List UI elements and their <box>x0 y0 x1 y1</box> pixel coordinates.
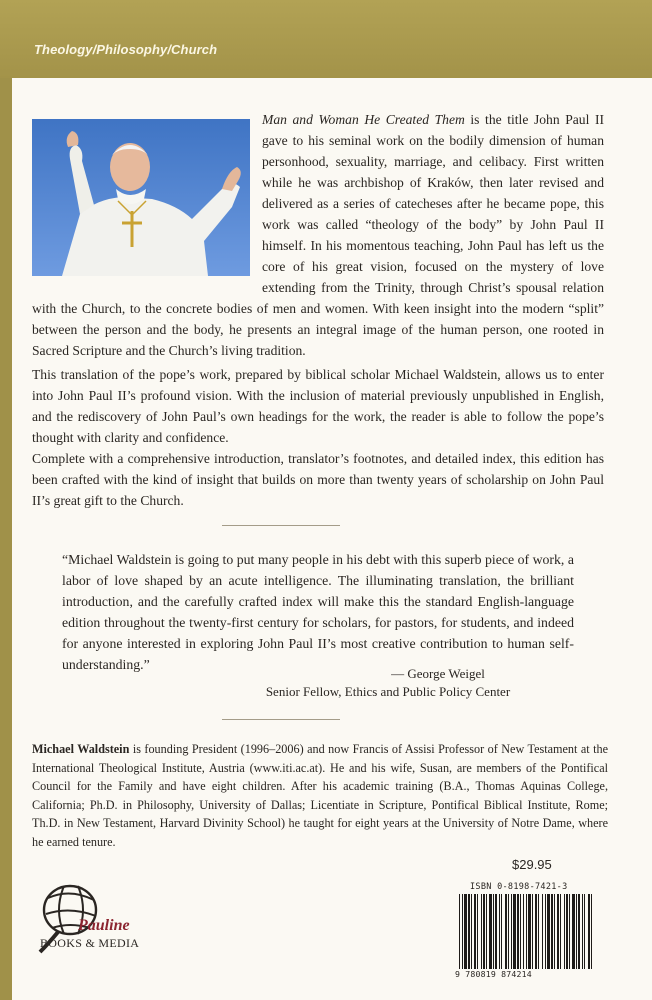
price-label: $29.95 <box>512 857 552 872</box>
barcode-bar <box>528 894 531 969</box>
endorsement-quote: “Michael Waldstein is going to put many people in his debt with this superb piece of work, a labor of love shaped by an acute intelligence. The illuminating translation, the brilliant introduction, and the carefully crafted index will make this the standard English-language edition throughout the twenty-first century for scholars, for pastors, for students, and indeed for anyone interested in exploring John Paul II’s most creative contribution to human self-understanding.” <box>62 552 574 672</box>
barcode-bar <box>576 894 577 969</box>
barcode-bar <box>505 894 507 969</box>
barcode-bar <box>591 894 592 969</box>
barcode-bar <box>464 894 467 969</box>
barcode-bar <box>513 894 516 969</box>
barcode-bar <box>486 894 487 969</box>
barcode-bar <box>578 894 580 969</box>
publisher-name: BOOKS & MEDIA <box>40 936 140 950</box>
category-label: Theology/Philosophy/Church <box>34 42 218 57</box>
barcode-bar <box>557 894 559 969</box>
barcode-bar <box>493 894 494 969</box>
barcode-bar <box>554 894 555 969</box>
barcode-bar <box>474 894 476 969</box>
barcode-bar <box>477 894 478 969</box>
barcode-bar <box>459 894 460 969</box>
barcode-bar <box>551 894 553 969</box>
barcode-bar <box>560 894 561 969</box>
barcode-bar <box>511 894 512 969</box>
barcode-bar <box>532 894 533 969</box>
edition-paragraph: Complete with a comprehensive introduction, translator’s footnotes, and detailed index, this edition has been crafted with the kind of insight that builds on more than twenty years of scholarship on John Paul II’s great gift to the Church. <box>32 451 604 508</box>
divider-bottom <box>222 719 340 720</box>
book-title: Man and Woman He Created Them <box>262 112 465 127</box>
barcode-bar <box>566 894 568 969</box>
barcode-bar <box>523 894 524 969</box>
barcode-bar <box>547 894 550 969</box>
barcode-bar <box>542 894 543 969</box>
barcode-bar <box>588 894 590 969</box>
barcode-bar <box>489 894 492 969</box>
top-band <box>0 0 652 78</box>
barcode-image <box>457 894 595 969</box>
barcode-bar <box>495 894 497 969</box>
barcode-bar <box>471 894 472 969</box>
barcode-bar <box>584 894 585 969</box>
intro-text: is the title John Paul II gave to his seminal work on the bodily dimension of human personhood, sexuality, marriage, and celibacy. First written while he was archbishop of Kraków, then later revised and delivered as a series of catecheses after he became pope, this work was called “theology of the body” by John Paul II himself. In his momentous teaching, John Paul has left us the core of his great vision, focused on the mystery of love extending from the Trinity, through Christ’s spousal relation with the Church, to the concrete bodies of men and women. With keen insight into the modern “split” between the person and the body, he presents an integral image of the human person, one rooted in Sacred Scripture and the Church’s living tradition. <box>32 112 605 358</box>
barcode-digits: 9 780819 874214 <box>455 969 532 979</box>
back-cover-panel <box>12 78 652 1000</box>
isbn-label: ISBN 0-8198-7421-3 <box>470 882 568 892</box>
quote-affiliation: Senior Fellow, Ethics and Public Policy Center <box>265 684 511 699</box>
author-name: Michael Waldstein <box>32 742 130 756</box>
divider-top <box>222 525 340 526</box>
barcode-bar <box>582 894 583 969</box>
barcode-bar <box>508 894 509 969</box>
barcode-bar <box>481 894 482 969</box>
barcode-bar <box>517 894 519 969</box>
barcode-bar <box>520 894 521 969</box>
barcode-bar <box>468 894 470 969</box>
barcode-bar <box>462 894 463 969</box>
barcode-bar <box>499 894 500 969</box>
barcode-bar <box>526 894 527 969</box>
translation-paragraph: This translation of the pope’s work, prepared by biblical scholar Michael Waldstein, allows us to enter into John Paul II’s profound vision. With the inclusion of material previously unpublished in English, and the rediscovery of John Paul’s own headings for the work, the reader is able to follow the pope’s thought with clarity and confidence. <box>32 367 604 445</box>
barcode-bar <box>538 894 539 969</box>
barcode-bar <box>564 894 565 969</box>
barcode-bar <box>569 894 570 969</box>
quote-author: — George Weigel <box>391 666 485 681</box>
barcode-bar <box>545 894 546 969</box>
barcode-bar <box>501 894 502 969</box>
barcode-bar <box>572 894 575 969</box>
publisher-brand: Pauline <box>78 917 130 934</box>
intro-paragraph <box>32 109 604 361</box>
barcode-bar <box>483 894 485 969</box>
author-bio-text: is founding President (1996–2006) and now Francis of Assisi Professor of New Testament at the International Theological Institute, Austria (www.iti.ac.at). He and his wife, Susan, are members of the Pontifical Council for the Family and have eight children. After his academic training (B.A., Thomas Aquinas College, California; Ph.D. in Philosophy, University of Dallas; Licentiate in Scripture, Pontifical Biblical Institute, Rome; Th.D. in New Testament, Harvard Divinity School) he taught for eight years at the University of Notre Dame, where he earned tenure. <box>32 742 608 849</box>
author-bio <box>32 740 608 851</box>
barcode-bar <box>535 894 537 969</box>
